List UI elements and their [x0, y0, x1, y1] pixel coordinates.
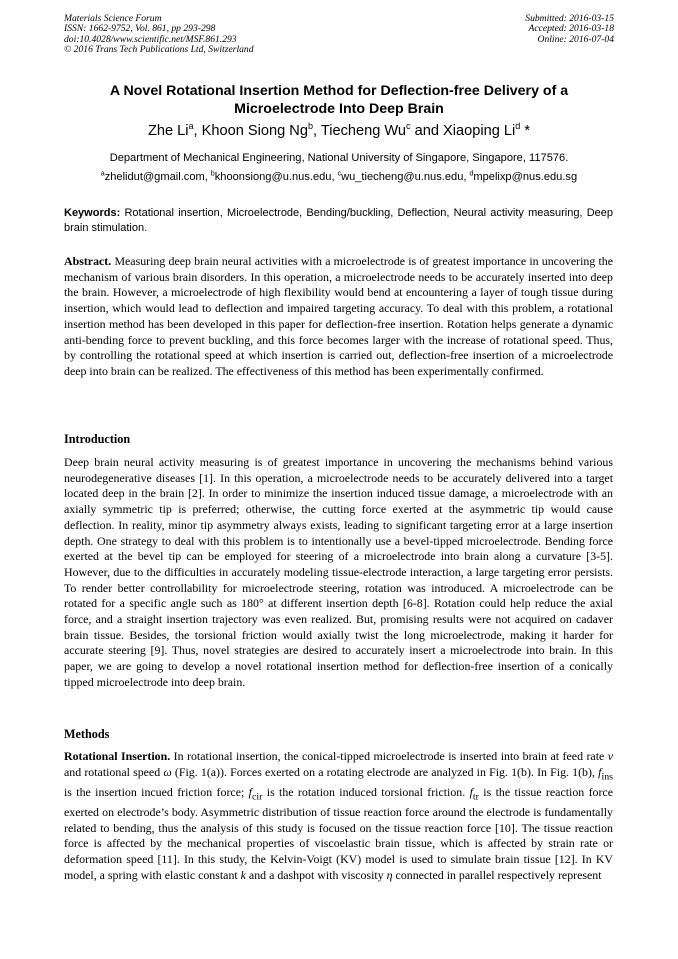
rotational-insertion-label: Rotational Insertion.: [64, 749, 171, 763]
introduction-heading: Introduction: [64, 432, 131, 446]
email-superscript: a: [100, 170, 105, 178]
author-superscript: c: [406, 121, 411, 132]
subscript-tr: tr: [472, 791, 479, 803]
email-link[interactable]: mpelixp@nus.edu.sg: [473, 171, 578, 183]
symbol-f: f: [248, 784, 252, 799]
keywords-section: [64, 206, 613, 235]
email-link[interactable]: wu_tiecheng@u.nus.edu,: [341, 171, 470, 183]
issn-line: ISSN: 1662-9752, Vol. 861, pp 293-298: [64, 23, 216, 35]
accepted-date: Accepted: 2016-03-18: [528, 23, 614, 35]
symbol-k: k: [240, 867, 246, 882]
journal-header-left: [64, 14, 254, 56]
journal-name: Materials Science Forum: [64, 13, 162, 24]
online-date: Online: 2016-07-04: [537, 33, 614, 45]
author-name: Zhe Li: [147, 123, 189, 139]
copyright-line: © 2016 Trans Tech Publications Ltd, Switzerland: [64, 44, 254, 56]
author-list: [40, 122, 638, 140]
title-line-1: A Novel Rotational Insertion Method for Deflection-free Delivery of a: [109, 83, 569, 99]
title-line-2: Microelectrode Into Deep Brain: [234, 101, 444, 117]
author-separator: and: [410, 123, 444, 139]
methods-text-part: (Fig. 1(a)). Forces exerted on a rotating electrode are analyzed in Fig. 1(b). In Fig. 1(b),: [171, 764, 599, 779]
methods-text-part: is the tissue reaction force exerted on electrode’s body. Asymmetric distribution of tissue reaction force around the electrode is fundamentally related to bending, thus the analysis of this study is focused on the tissue reaction force [10]. The tissue reaction force is affected by the mechanical properties of viscoelastic brain tissue, which is affected by strain rate or deformation speed [11]. In this study, the Kelvin-Voigt (KV) model is used to simulate brain tissue [12]. In KV model, a spring with elastic constant: [64, 784, 613, 882]
subscript-ins: ins: [601, 771, 613, 783]
corresponding-mark: *: [520, 123, 531, 139]
methods-heading: Methods: [64, 727, 110, 741]
paper-title: [40, 82, 638, 118]
author-superscript: a: [188, 121, 194, 132]
methods-text-part: connected in parallel respectively represent: [392, 867, 602, 882]
symbol-omega: ω: [163, 764, 172, 779]
subscript-cir: cir: [251, 791, 263, 803]
abstract-label: Abstract.: [64, 254, 112, 268]
methods-text-part: and rotational speed: [64, 764, 164, 779]
symbol-f: f: [469, 784, 473, 799]
email-link[interactable]: zhelidut@gmail.com,: [104, 171, 211, 183]
email-link[interactable]: khoonsiong@u.nus.edu,: [214, 171, 338, 183]
author-emails: [40, 170, 638, 184]
submitted-date: Submitted: 2016-03-15: [525, 13, 614, 24]
author-name: Khoon Siong Ng: [201, 123, 308, 139]
author-superscript: b: [307, 121, 313, 132]
author-superscript: d: [515, 121, 521, 132]
email-superscript: b: [210, 170, 215, 178]
abstract-section: [64, 254, 613, 380]
symbol-v: v: [607, 749, 614, 763]
symbol-eta: η: [386, 867, 393, 882]
journal-header-right: [525, 14, 614, 45]
methods-text-part: and a dashpot with viscosity: [245, 867, 387, 882]
doi-line[interactable]: doi:10.4028/www.scientific.net/MSF.861.293: [64, 33, 237, 45]
methods-text-part: is the rotation induced torsional friction.: [262, 784, 470, 799]
methods-text: [64, 749, 613, 883]
author-separator: ,: [313, 123, 321, 139]
email-superscript: c: [337, 170, 342, 178]
email-superscript: d: [469, 170, 474, 178]
methods-text-part: is the insertion incued friction force;: [64, 784, 249, 799]
affiliation: Department of Mechanical Engineering, National University of Singapore, Singapore, 117576.: [109, 152, 569, 164]
keywords-text: Rotational insertion, Microelectrode, Bending/buckling, Deflection, Neural activity measuring, Deep brain stimulation.: [64, 207, 613, 234]
author-name: Tiecheng Wu: [320, 123, 407, 139]
author-separator: ,: [193, 123, 202, 139]
abstract-text: Measuring deep brain neural activities with a microelectrode is of greatest importance in uncovering the mechanism of various brain disorders. In this operation, a microelectrode needs to be accurately inserted into deep the brain. However, a microelectrode of high flexibility would bend at encountering a layer of tough tissue during insertion, which would lead to deflection and impaired targeting accuracy. To deal with this problem, a rotational insertion method has been developed in this paper for deflection-free insertion. Rotation helps generate a dynamic anti-bending force to prevent buckling, and this force becomes larger with the increase of rotational speed. Thus, by controlling the rotational speed at which insertion is carried out, deflection-free insertion of a microelectrode deep into brain can be realized. The effectiveness of this method has been experimentally confirmed.: [64, 254, 613, 378]
author-name: Xiaoping Li: [443, 123, 516, 139]
introduction-text: Deep brain neural activity measuring is of greatest importance in uncovering the mechanisms behind various neurodegenerative diseases [1]. In this operation, a microelectrode needs to be accurately delivered into a target located deep in the brain [2]. In order to minimize the insertion induced tissue damage, a microelectrode with an axially symmetric tip is preferred; otherwise, the cutting force exerted at the asymmetric tip would cause deflection. In reality, minor tip asymmetry always exists, leading to significant targeting error at a large insertion depth. One strategy to deal with this problem is to intentionally use a bevel-tipped microelectrode. Bending force exerted at the bevel tip can be employed for steering of a microelectrode into brain along a curvature [3-5]. However, due to the difficulties in accurately modeling tissue-electrode interaction, a large targeting error persists. To render better controllability for microelectrode steering, rotation was introduced. A microelectrode can be rotated for a specific angle such as 180° at different insertion depth [6-8]. Rotation could help reduce the axial force, and a straight insertion trajectory was even realized. But, promising results were not acquired on cadaver brain tissue. Besides, the torsional friction would axially twist the long microelectrode, making it harder for accurate steering [9]. Thus, novel strategies are desired to accurately insert a microelectrode into brain. In this paper, we are going to develop a novel rotational insertion method for deflection-free insertion of a conically tipped microelectrode into deep brain.: [64, 455, 613, 689]
symbol-f: f: [598, 764, 602, 779]
keywords-label: Keywords:: [64, 207, 121, 219]
methods-text-part: In rotational insertion, the conical-tipped microelectrode is inserted into brain at feed rate: [170, 749, 608, 763]
